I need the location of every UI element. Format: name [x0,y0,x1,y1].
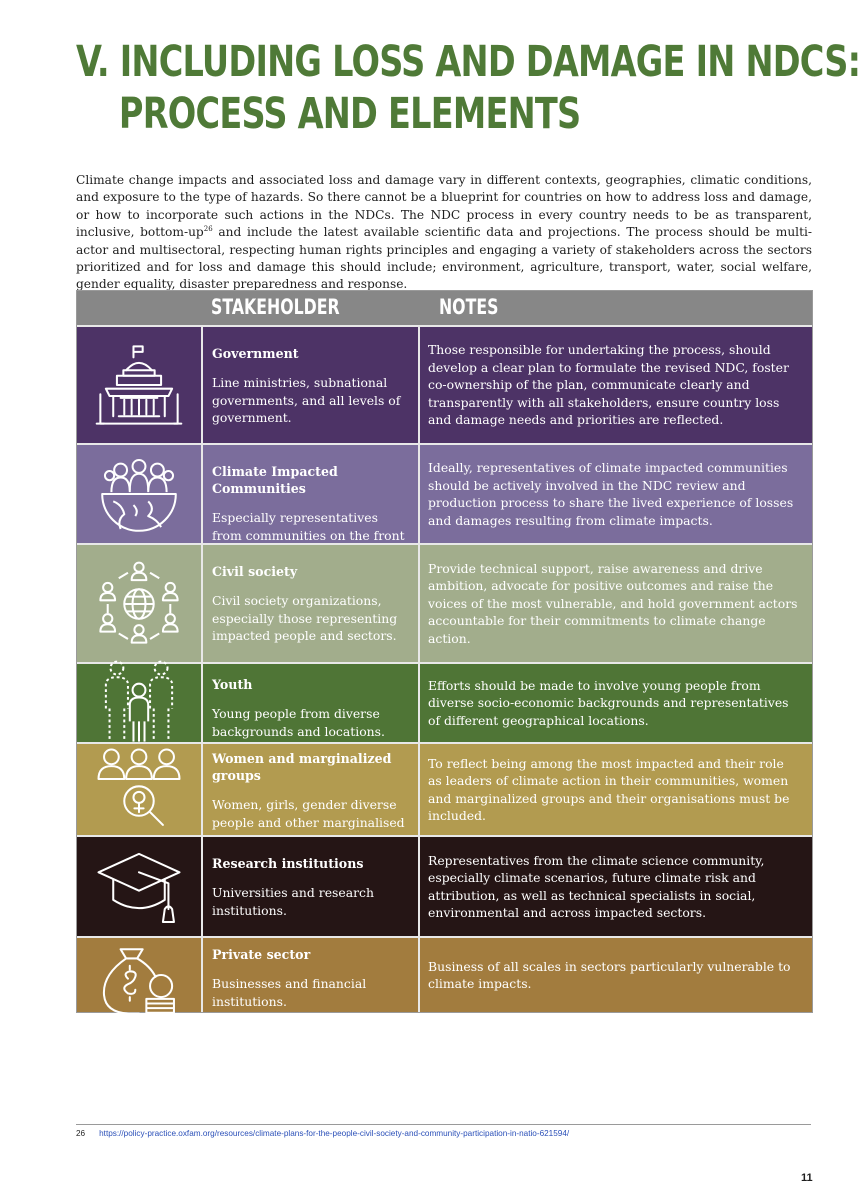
stakeholder-name: Research institutions [212,856,364,871]
stakeholder-cell [201,664,420,742]
stakeholder-notes: Ideally, representatives of climate impacted communities should be actively involved in the NDC review and production process to share the lived experience of losses and damages resulting from climate impacts. [428,460,794,528]
footnote-divider [76,1124,811,1125]
stakeholder-cell [201,837,420,936]
stakeholder-name: Youth [212,677,253,692]
icon-cell [77,744,201,835]
capitol-building-icon [93,339,185,431]
stakeholder-description: Line ministries, subnational governments, and all levels of government. [212,375,401,425]
women-gender-icon [93,744,185,836]
table-row-civil-society [77,543,812,662]
stakeholder-notes: To reflect being among the most impacted and their role as leaders of climate action in their communities, women and marginalized groups and their organisations must be included. [428,755,790,823]
table-header [77,291,812,325]
stakeholder-description: Universities and research institutions. [212,885,374,918]
title-line-2: PROCESS AND ELEMENTS [118,89,581,139]
stakeholder-description: Especially representatives from communities on the front [212,510,405,543]
notes-cell [420,938,812,1012]
notes-cell [420,837,812,936]
money-bag-icon [93,929,185,1021]
intro-text-part-2: and include the latest available scientific data and projections. The process should be multi-actor and multisectoral, respecting human rights principles and engaging a variety of stakeholders across the sectors prioritized and for loss and damage this should include; environment, agriculture, transport, water, social welfare, gender equality, disaster preparedness and response. [76,225,812,292]
stakeholder-cell [201,445,420,543]
intro-text-part-1: Climate change impacts and associated loss and damage vary in different contexts, geographies, climatic conditions, and exposure to the type of hazards. So there cannot be a blueprint for countries on how to address loss and damage, or how to incorporate such actions in the NDCs. The NDC process in every country needs to be as transparent, inclusive, bottom-up [76,173,812,240]
stakeholder-description: Women, girls, gender diverse people and other marginalised [212,797,405,830]
stakeholder-notes: Efforts should be made to involve young people from diverse socio-economic backgrounds and representatives of different geographical locations. [428,677,789,728]
notes-cell [420,664,812,742]
header-stakeholder: STAKEHOLDER [211,295,340,319]
stakeholder-description: Young people from diverse backgrounds and locations. [212,706,385,739]
stakeholder-cell [201,938,420,1012]
notes-cell [420,327,812,443]
table-row-private-sector [77,936,812,1012]
page-number: 11 [801,1172,813,1184]
stakeholder-cell [201,744,420,835]
youth-figures-icon [93,657,185,749]
icon-cell [77,445,201,543]
page-title [76,36,860,140]
stakeholder-description: Businesses and financial institutions. [212,976,367,1009]
notes-cell [420,445,812,543]
footnote-link[interactable]: https://policy-practice.oxfam.org/resources/climate-plans-for-the-people-civil-society-and-community-participation-in-natio-621594/ [99,1129,570,1138]
table-row-climate-impacted-communities [77,443,812,543]
footnote-number: 26 [76,1129,86,1138]
stakeholder-notes: Representatives from the climate science community, especially climate scenarios, future climate risk and attribution, as well as technical specialists in social, environmental and across impacted sectors. [428,852,765,920]
stakeholder-notes: Those responsible for undertaking the process, should develop a clear plan to formulate the revised NDC, foster co-ownership of the plan, communicate clearly and transparently with all stakeholders, ensure country loss and damage needs and priorities are reflected. [428,342,789,428]
stakeholder-cell [201,545,420,662]
people-on-globe-icon [93,448,185,540]
notes-cell [420,545,812,662]
table-row-research-institutions [77,835,812,936]
stakeholder-name: Civil society [212,564,298,579]
notes-cell [420,744,812,835]
stakeholder-cell [201,327,420,443]
icon-cell [77,938,201,1012]
stakeholder-notes: Business of all scales in sectors particularly vulnerable to climate impacts. [428,958,791,991]
stakeholder-description: Civil society organizations, especially those representing impacted people and sectors. [212,593,398,643]
stakeholder-name: Government [212,346,299,361]
intro-paragraph [76,172,812,294]
icon-cell [77,545,201,662]
icon-cell [77,664,201,742]
stakeholder-table [76,290,813,1013]
title-line-1: V. INCLUDING LOSS AND DAMAGE IN NDCS: [76,37,861,87]
icon-cell [77,327,201,443]
footnote [76,1129,569,1138]
header-notes: NOTES [439,295,499,319]
table-row-government [77,325,812,443]
table-row-youth [77,662,812,742]
stakeholder-notes: Provide technical support, raise awareness and drive ambition, advocate for positive outcomes and raise the voices of the most vulnerable, and hold government actors accountable for their commitments to climate change action. [428,560,798,646]
graduation-cap-icon [93,841,185,933]
network-globe-icon [93,558,185,650]
footnote-reference[interactable]: 26 [203,225,213,234]
table-row-women-and-marginalized-groups [77,742,812,835]
stakeholder-name: Climate Impacted Communities [212,464,338,496]
stakeholder-name: Women and marginalized groups [212,751,392,783]
stakeholder-name: Private sector [212,947,311,962]
icon-cell [77,837,201,936]
